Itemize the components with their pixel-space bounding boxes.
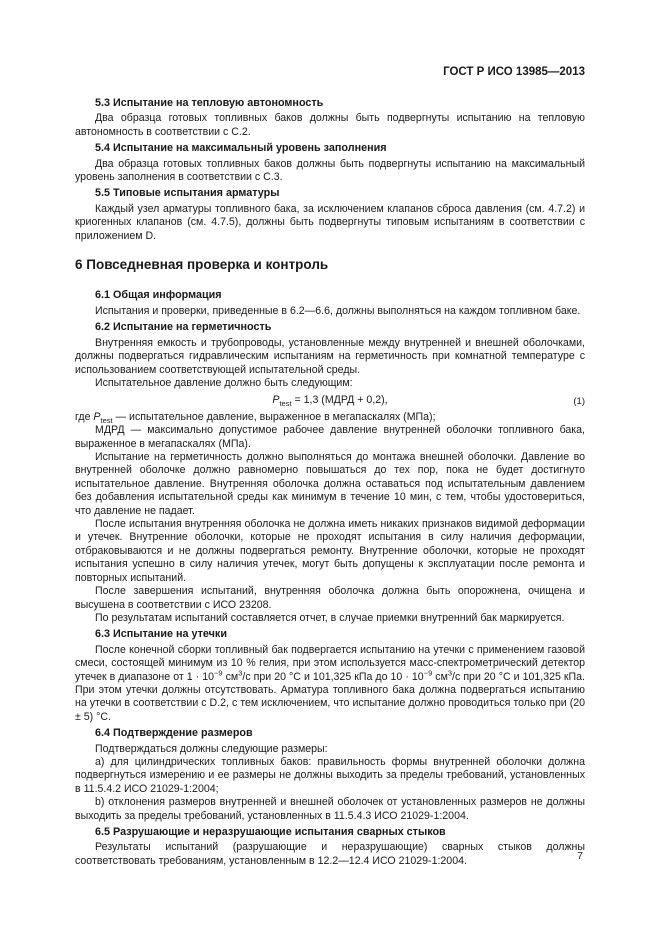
section-6-1-title: 6.1 Общая информация [95, 289, 222, 302]
section-5-3-text: Два образца готовых топливных баков должны быть подвергнуты испытанию на тепловую автономность в соответствии с С.2. [75, 112, 585, 138]
section-6-5-text: Результаты испытаний (разрушающие и неразрушающие) сварных стыков должны соответствовать требованиям, установленным в 12.2—12.4 ИСО 21029-1:2004. [75, 841, 585, 867]
formula-symbol: P [272, 394, 280, 407]
section-6-2-text-4: После испытания внутренняя оболочка не должна иметь никаких признаков видимой деформации и утечек. Внутренние оболочки, которые не проходят испытания в силу наличия деформации, отбраковываются и не должны подвергаться ремонту. Внутренние оболочки, которые не проходят испытания успешно в силу наличия утечек, могут быть допущены к эксплуатации после ремонта и повторных испытаний. [75, 518, 585, 584]
section-6-2-title: 6.2 Испытание на герметичность [95, 320, 272, 333]
where-definition: — испытательное давление, выраженное в мегапаскалях (МПа); [112, 410, 436, 423]
page-number: 7 [577, 850, 583, 862]
section-5-3-title: 5.3 Испытание на тепловую автономность [95, 96, 324, 109]
cube: 3 [238, 668, 243, 677]
section-5-5-title: 5.5 Типовые испытания арматуры [95, 186, 280, 199]
formula-subscript: test [279, 399, 292, 409]
section-6-5-title: 6.5 Разрушающие и неразрушающие испытания сварных стыков [95, 825, 446, 838]
section-6-4-item-a: a) для цилиндрических топливных баков: правильность формы внутренней оболочки должна подвергнуться измерению и ее размеры не должны выходить за пределы требований, установленных в 11.5.4.2 ИСО 21029-1:2004; [75, 755, 585, 795]
document-id: ГОСТ Р ИСО 13985—2013 [443, 66, 585, 78]
formula-1 [75, 394, 585, 407]
where-subscript: test [100, 415, 113, 425]
unit: см [222, 670, 239, 683]
section-6-3-text [75, 644, 585, 724]
leak-text-1: После конечной сборки топливный бак подвергается испытанию на утечки с применением газовой смеси, состоящей минимум из 10 % гелия, при этом используется масс-спектрометрический детектор утечек в диапазоне от 1 · 10 [75, 643, 585, 683]
section-6-2-text-5: После завершения испытаний, внутренняя оболочка должна быть опорожнена, очищена и высушена в соответствии с ИСО 23208. [75, 585, 585, 611]
section-5-4-text: Два образца готовых топливных баков должны быть подвергнуты испытанию на максимальный уровень заполнения в соответствии с С.3. [75, 157, 585, 184]
unit: см [432, 670, 448, 683]
section-6-2-text-3: Испытание на герметичность должно выполняться до монтажа внешней оболочки. Давление во внутренней оболочке должно равномерно повышаться до тех пор, пока не будет достигнуто испытательное давление. Внутренняя оболочка должна оставаться под испытательным давлением без добавления испытательной среды как минимум в течение 10 мин, с тем, чтобы удостовериться, что давление не падает. [75, 451, 585, 517]
section-6-4-title: 6.4 Подтверждение размеров [95, 726, 253, 739]
cube: 3 [447, 668, 453, 677]
section-6-3-title: 6.3 Испытание на утечки [95, 627, 227, 640]
formula-where [75, 411, 585, 424]
section-6-2-text-2: Испытательное давление должно быть следующим: [95, 377, 353, 389]
exponent: −9 [423, 668, 433, 677]
section-6-4-text: Подтверждаться должны следующие размеры: [95, 742, 328, 755]
section-6-title: 6 Повседневная проверка и контроль [75, 257, 329, 273]
section-5-4-title: 5.4 Испытание на максимальный уровень заполнения [95, 141, 387, 154]
section-6-2-text-1: Внутренняя емкость и трубопроводы, установленные между внутренней и внешней оболочками, должны подвергаться гидравлическим испытаниям на герметичность при комнатной температуре с использованием соответствующей испытательной среды. [75, 336, 585, 376]
section-6-1-text: Испытания и проверки, приведенные в 6.2—6.6, должны выполняться на каждом топливном баке. [95, 304, 581, 317]
formula-expression: = 1,3 (МДРД + 0,2), [291, 394, 388, 407]
leak-text-2: /с при 20 °С и 101,325 кПа до 10 · 10 [242, 670, 424, 683]
exponent: −9 [214, 668, 223, 677]
section-6-4-item-b: b) отклонения размеров внутренней и внешней оболочек от установленных размеров не должны выходить за пределы требований, установленных в 11.5.4.3 ИСО 21029-1:2004. [75, 796, 585, 822]
formula-number: (1) [573, 396, 585, 408]
where-prefix: где [75, 410, 94, 423]
page-body [75, 94, 585, 868]
section-5-5-text: Каждый узел арматуры топливного бака, за исключением клапанов сброса давления (см. 4.7.2) и криогенных клапанов (см. 4.7.5), должны быть подвергнуты типовым испытаниям в соответствии с приложением D. [75, 202, 585, 242]
section-6-2-text-6: По результатам испытаний составляется отчет, в случае приемки внутренний бак маркируется. [95, 611, 565, 624]
where-symbol: P [93, 410, 101, 423]
leak-text-3: /с при 20 °С и 101,325 кПа. При этом утечки должны отсутствовать. Арматура топливного бака должна подвергаться испытанию на утечки в соответствии с D.2, с тем исключением, что испытание должно проводиться только при (20 ± 5) °С. [75, 670, 585, 723]
mdrd-definition: МДРД — максимально допустимое рабочее давление внутренней оболочки топливного бака, выраженное в мегапаскалях (МПа). [75, 424, 585, 450]
